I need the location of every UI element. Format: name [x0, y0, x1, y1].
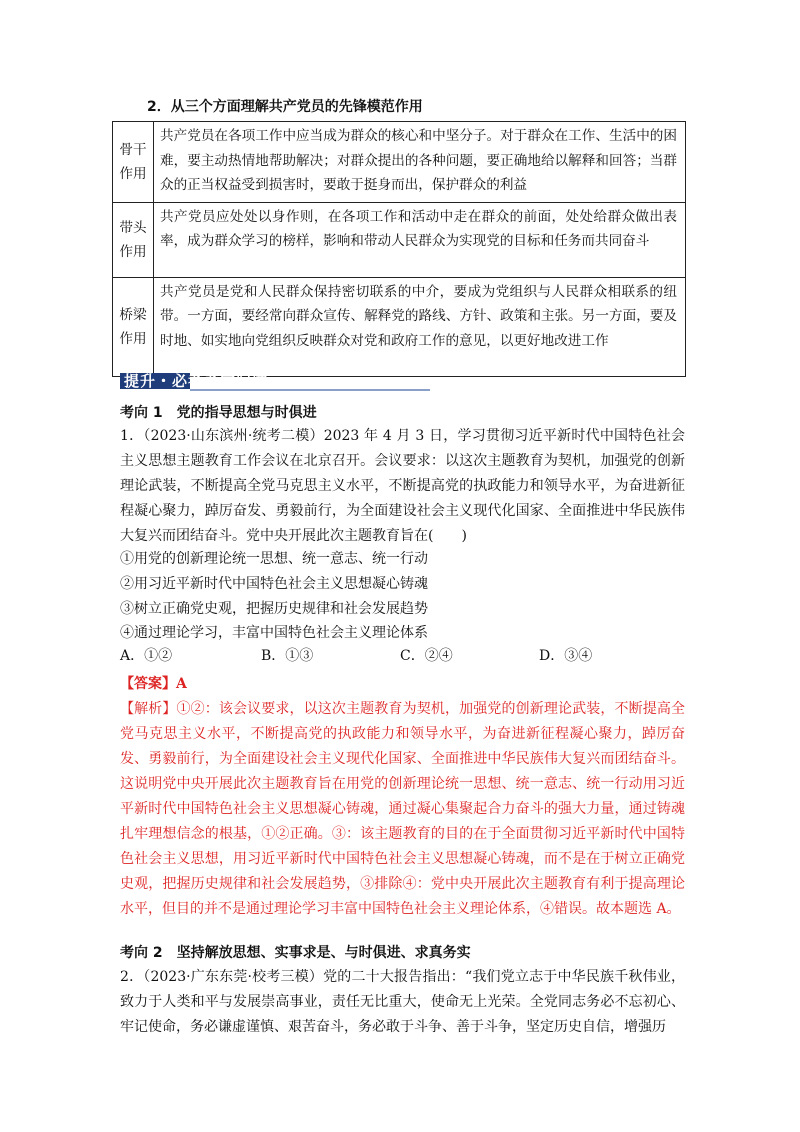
- roles-table: [112, 121, 686, 377]
- section-banner: [120, 370, 435, 392]
- answer-label: 【答案】A: [120, 676, 187, 692]
- row-label: 骨干 作用: [113, 122, 154, 203]
- section-title: 2．从三个方面理解共产党员的先锋模范作用: [147, 99, 423, 115]
- question-1-text: 1．（2023·山东滨州·统考二模）2023 年 4 月 3 日，学习贯彻习近平新时代中国特色社会主义思想主题教育工作会议在北京召开。会议要求：以这次主题教育为契机，加强党的创新理论武装，不断提高全党马克思主义水平，不断提高党的执政能力和领导水平，为奋进新征程凝心聚力，踔厉奋发、勇毅前行，为全面建设社会主义现代化国家、全面推进中华民族伟大复兴而团结奋斗。党中央开展此次主题教育旨在( ): [120, 428, 685, 544]
- row-description: 共产党员是党和人民群众保持密切联系的中介，要成为党组织与人民群众相联系的纽带。一方面，要经常向群众宣传、解释党的路线、方针、政策和主张。另一方面，要及时地、如实地向党组织反映群众对党和政府工作的意见，以更好地改进工作: [154, 277, 686, 376]
- row-description: 共产党员应处处以身作则，在各项工作和活动中走在群众的前面，处处给群众做出表率，成为群众学习的榜样，影响和带动人民群众为实现党的目标和任务而共同奋斗: [154, 202, 686, 277]
- row-description: 共产党员在各项工作中应当成为群众的核心和中坚分子。对于群众在工作、生活中的困难，要主动热情地帮助解决；对群众提出的各种问题，要正确地给以解释和回答；当群众的正当权益受到损害时，要敢于挺身而出，保护群众的利益: [154, 122, 686, 203]
- banner-title: 提升・必考考向归纳: [124, 372, 269, 390]
- statement-2: ②用习近平新时代中国特色社会主义思想凝心铸魂: [120, 576, 428, 592]
- table-row: [113, 277, 686, 376]
- option-d: D．③④: [539, 648, 593, 664]
- row-label: 带头 作用: [113, 202, 154, 277]
- statement-3: ③树立正确党史观，把握历史规律和社会发展趋势: [120, 601, 428, 617]
- topic-2-heading: 考向 2 坚持解放思想、实事求是、与时俱进、求真务实: [120, 945, 471, 961]
- table-row: [113, 122, 686, 203]
- answer-options: [120, 645, 685, 670]
- analysis-text: 【解析】①②：该会议要求，以这次主题教育为契机，加强党的创新理论武装，不断提高全党马克思主义水平，不断提高党的执政能力和领导水平，为奋进新征程凝心聚力，踔厉奋发、勇毅前行，为全面建设社会主义现代化国家、全面推进中华民族伟大复兴而团结奋斗。这说明党中央开展此次主题教育旨在用党的创新理论统一思想、统一意志、统一行动用习近平新时代中国特色社会主义思想凝心铸魂，通过凝心集聚起合力奋斗的强大力量，通过铸魂扎牢理想信念的根基，①②正确。③：该主题教育的目的在于全面贯彻习近平新时代中国特色社会主义思想，用习近平新时代中国特色社会主义思想凝心铸魂，而不是在于树立正确党史观，把握历史规律和社会发展趋势，③排除④：党中央开展此次主题教育有利于提高理论水平，但目的并不是通过理论学习丰富中国特色社会主义理论体系，④错误。故本题选 A。: [120, 701, 685, 917]
- option-b: B．①③: [261, 648, 314, 664]
- option-a: A．①②: [120, 648, 173, 664]
- statement-4: ④通过理论学习，丰富中国特色社会主义理论体系: [120, 625, 428, 641]
- topic-1-heading: 考向 1 党的指导思想与时俱进: [120, 405, 317, 421]
- question-2-text: 2．（2023·广东东莞·校考三模）党的二十大报告指出：“我们党立志于中华民族千秋伟业，致力于人类和平与发展崇高事业，责任无比重大，使命无上光荣。全党同志务必不忘初心、牢记使命，务必谦虚谨慎、艰苦奋斗，务必敢于斗争、善于斗争，坚定历史自信，增强历: [120, 969, 685, 1035]
- table-row: [113, 202, 686, 277]
- row-label: 桥梁 作用: [113, 277, 154, 376]
- option-c: C．②④: [400, 648, 453, 664]
- statement-1: ①用党的创新理论统一思想、统一意志、统一行动: [120, 551, 428, 567]
